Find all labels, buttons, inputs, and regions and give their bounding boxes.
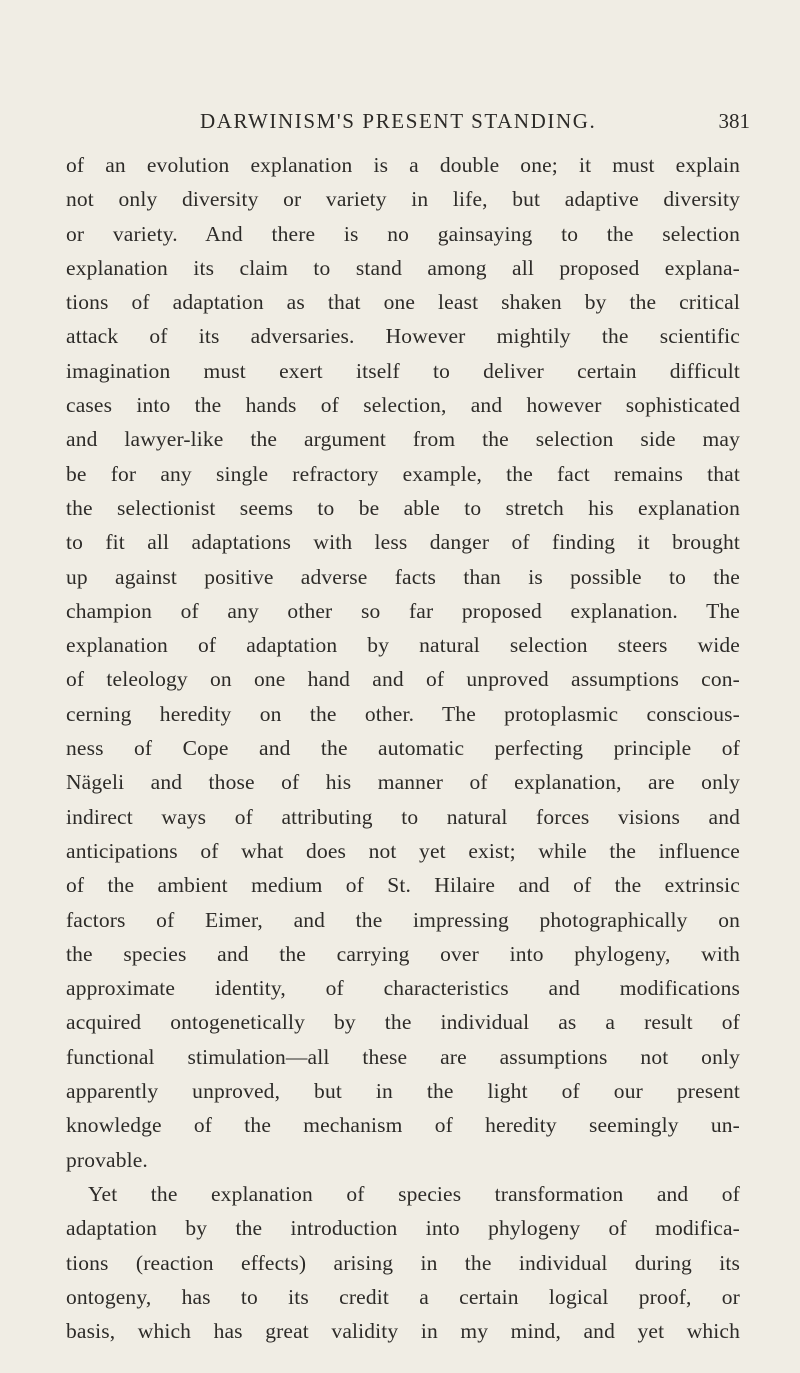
text-line: Nägeli and those of his manner of explanation, are only bbox=[66, 770, 740, 795]
paragraph-end-line: provable. bbox=[66, 1147, 148, 1172]
running-head bbox=[60, 109, 750, 145]
text-line: and lawyer-like the argument from the selection side may bbox=[66, 427, 740, 452]
text-line: functional stimulation—all these are assumptions not only bbox=[66, 1044, 740, 1069]
text-line: of the ambient medium of St. Hilaire and of the extrinsic bbox=[66, 873, 740, 898]
text-line: ontogeny, has to its credit a certain logical proof, or bbox=[66, 1284, 740, 1309]
text-line: be for any single refractory example, the fact remains that bbox=[66, 461, 740, 486]
text-line: anticipations of what does not yet exist; while the influence bbox=[66, 838, 740, 863]
text-line: explanation its claim to stand among all proposed explana- bbox=[66, 255, 740, 280]
text-line: acquired ontogenetically by the individual as a result of bbox=[66, 1010, 740, 1035]
text-line: tions (reaction effects) arising in the individual during its bbox=[66, 1250, 740, 1275]
text-line: or variety. And there is no gainsaying to the selection bbox=[66, 221, 740, 246]
paragraph-start-line: Yet the explanation of species transformation and of bbox=[88, 1181, 740, 1206]
text-line: tions of adaptation as that one least shaken by the critical bbox=[66, 290, 740, 315]
text-line: the species and the carrying over into phylogeny, with bbox=[66, 941, 740, 966]
text-line: approximate identity, of characteristics and modifications bbox=[66, 976, 740, 1001]
text-line: basis, which has great validity in my mind, and yet which bbox=[66, 1319, 740, 1344]
text-line: of an evolution explanation is a double one; it must explain bbox=[66, 153, 740, 177]
text-line: to fit all adaptations with less danger of finding it brought bbox=[66, 530, 740, 555]
text-line: not only diversity or variety in life, but adaptive diversity bbox=[66, 187, 740, 212]
text-line: cerning heredity on the other. The protoplasmic conscious- bbox=[66, 701, 740, 726]
page-number: 381 bbox=[718, 109, 750, 133]
text-line: of teleology on one hand and of unproved assumptions con- bbox=[66, 667, 740, 692]
text-line: apparently unproved, but in the light of our present bbox=[66, 1079, 740, 1104]
text-line: up against positive adverse facts than is possible to the bbox=[66, 564, 740, 589]
text-line: factors of Eimer, and the impressing photographically on bbox=[66, 907, 740, 932]
text-line: attack of its adversaries. However mightily the scientific bbox=[66, 324, 740, 349]
body-text bbox=[66, 148, 740, 1348]
text-line: the selectionist seems to be able to stretch his explanation bbox=[66, 495, 740, 520]
text-line: explanation of adaptation by natural selection steers wide bbox=[66, 633, 740, 658]
text-line: imagination must exert itself to deliver certain difficult bbox=[66, 358, 740, 383]
text-line: adaptation by the introduction into phylogeny of modifica- bbox=[66, 1216, 740, 1241]
text-line: knowledge of the mechanism of heredity seemingly un- bbox=[66, 1113, 740, 1138]
running-title: DARWINISM'S PRESENT STANDING. bbox=[200, 109, 597, 133]
text-line: champion of any other so far proposed explanation. The bbox=[66, 598, 740, 623]
text-line: cases into the hands of selection, and however sophisticated bbox=[66, 393, 740, 418]
text-line: indirect ways of attributing to natural forces visions and bbox=[66, 804, 740, 829]
text-line: ness of Cope and the automatic perfecting principle of bbox=[66, 736, 740, 761]
